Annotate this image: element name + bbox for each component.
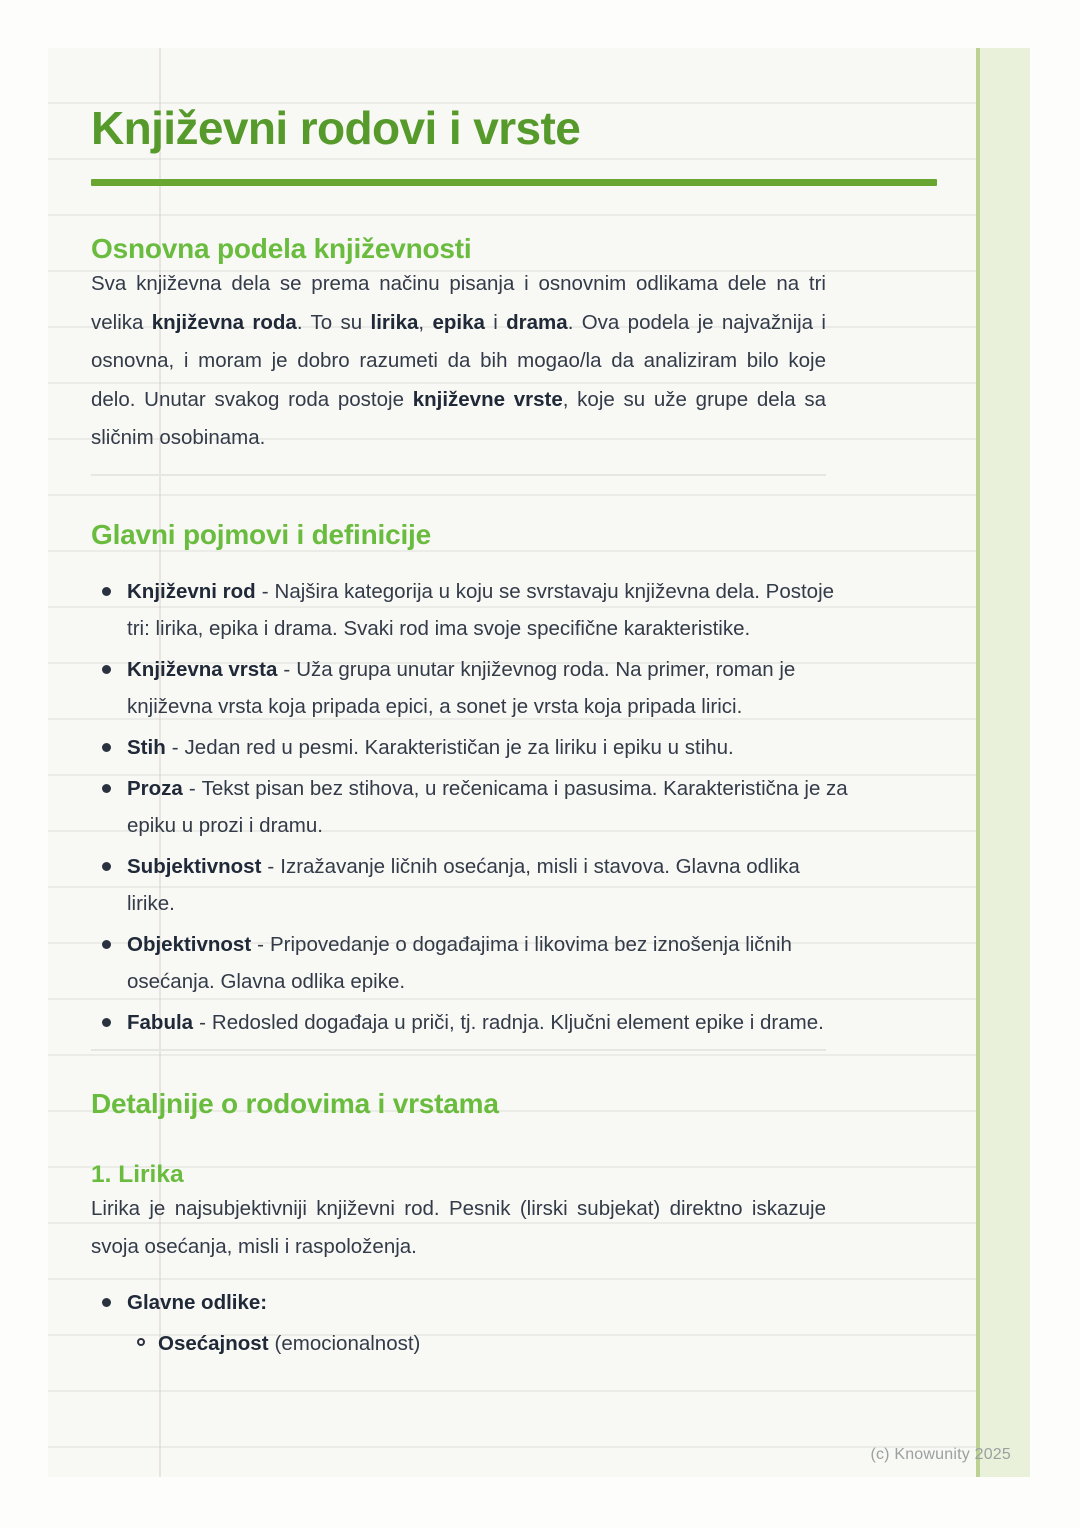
features-label: Glavne odlike: xyxy=(127,1290,268,1314)
definition-description: Jedan red u pesmi. Karakterističan je za liriku i epiku u stihu. xyxy=(184,735,734,759)
intro-paragraph xyxy=(91,265,826,458)
definition-description: Najšira kategorija u koju se svrstavaju književna dela. Postoje tri: lirika, epika i drama. Svaki rod ima svoje specifične karakteristike. xyxy=(127,579,835,640)
definition-item xyxy=(91,848,853,922)
definition-item xyxy=(91,1004,853,1041)
bullet-circle-icon xyxy=(137,1338,145,1346)
bullet-dot-icon xyxy=(102,665,111,674)
definition-separator: - xyxy=(199,1010,206,1034)
definition-item xyxy=(91,926,853,1000)
definition-term: Objektivnost xyxy=(127,932,252,956)
definition-item xyxy=(91,770,853,844)
definition-item xyxy=(91,573,853,647)
features-list xyxy=(91,1284,853,1362)
lirika-paragraph: Lirika je najsubjektivniji književni rod. Pesnik (lirski subjekat) direktno iskazuje svoja osećanja, misli i raspoloženja. xyxy=(91,1196,826,1259)
bullet-dot-icon xyxy=(102,1018,111,1027)
feature-term: Osećajnost xyxy=(158,1331,269,1355)
subsection-heading-lirika: 1. Lirika xyxy=(91,1161,184,1189)
definition-term: Stih xyxy=(127,735,166,759)
intro-text-run: , xyxy=(418,310,433,334)
notebook-stripe xyxy=(976,48,1030,1477)
intro-text-run: i xyxy=(484,310,507,334)
definition-separator: - xyxy=(188,776,196,800)
intro-bold-term: lirika xyxy=(370,310,419,334)
bullet-dot-icon xyxy=(102,587,111,596)
definition-description: Redosled događaja u priči, tj. radnja. Ključni element epike i drame. xyxy=(211,1010,824,1034)
definition-description: Tekst pisan bez stihova, u rečenicama i pasusima. Karakteristična je za epiku u prozi i dramu. xyxy=(127,776,848,837)
definition-term: Književna vrsta xyxy=(127,657,278,681)
feature-sub-item xyxy=(91,1325,853,1362)
definition-separator: - xyxy=(267,854,275,878)
definition-description: Uža grupa unutar književnog roda. Na primer, roman je književna vrsta koja pripada epici, a sonet je vrsta koja pripada lirici. xyxy=(127,657,796,718)
document-content xyxy=(91,48,937,1362)
definition-description: Pripovedanje o događajima i likovima bez iznošenja ličnih osećanja. Glavna odlika epike. xyxy=(127,932,792,993)
definition-description: Izražavanje ličnih osećanja, misli i stavova. Glavna odlika lirike. xyxy=(127,854,800,915)
copyright-watermark: (c) Knowunity 2025 xyxy=(870,1446,1011,1463)
title-underline xyxy=(91,179,937,186)
definition-term: Proza xyxy=(127,776,183,800)
document-title: Književni rodovi i vrste xyxy=(91,102,581,154)
bullet-dot-icon xyxy=(102,862,111,871)
document-page xyxy=(48,48,1030,1477)
section-divider xyxy=(91,1049,826,1051)
intro-bold-term: drama xyxy=(506,310,568,334)
bullet-dot-icon xyxy=(102,940,111,949)
definition-item xyxy=(91,651,853,725)
intro-text-run: . Ova podela je najvažnija i osnovna, i moram je dobro razumeti da bih mogao/la da analiziram bilo koje delo. Unutar svakog roda postoje xyxy=(91,310,826,411)
definition-separator: - xyxy=(283,657,291,681)
definition-term: Književni rod xyxy=(127,579,256,603)
definition-item xyxy=(91,729,853,766)
section-heading-osnovna: Osnovna podela književnosti xyxy=(91,232,472,264)
bullet-dot-icon xyxy=(102,784,111,793)
intro-text-run: Sva književna dela se prema načinu pisanja i osnovnim odlikama dele na tri velika xyxy=(91,272,826,334)
definition-separator: - xyxy=(257,932,264,956)
bullet-dot-icon xyxy=(102,1298,111,1307)
intro-bold-term: epika xyxy=(432,310,485,334)
definition-term: Fabula xyxy=(127,1010,194,1034)
section-heading-detaljnije: Detaljnije o rodovima i vrstama xyxy=(91,1087,499,1119)
definition-separator: - xyxy=(261,579,269,603)
bullet-dot-icon xyxy=(102,743,111,752)
features-label-item xyxy=(91,1284,853,1321)
section-divider xyxy=(91,474,826,476)
feature-note: (emocionalnost) xyxy=(274,1331,421,1355)
definitions-list xyxy=(91,573,853,1041)
intro-text-run: , koje su uže grupe dela sa sličnim osobinama. xyxy=(91,387,826,450)
definition-term: Subjektivnost xyxy=(127,854,262,878)
intro-bold-term: književne vrste xyxy=(412,387,563,411)
section-heading-glavni: Glavni pojmovi i definicije xyxy=(91,518,432,550)
definition-separator: - xyxy=(171,735,179,759)
intro-text-run: . To su xyxy=(296,310,371,334)
intro-bold-term: književna roda xyxy=(151,310,297,334)
